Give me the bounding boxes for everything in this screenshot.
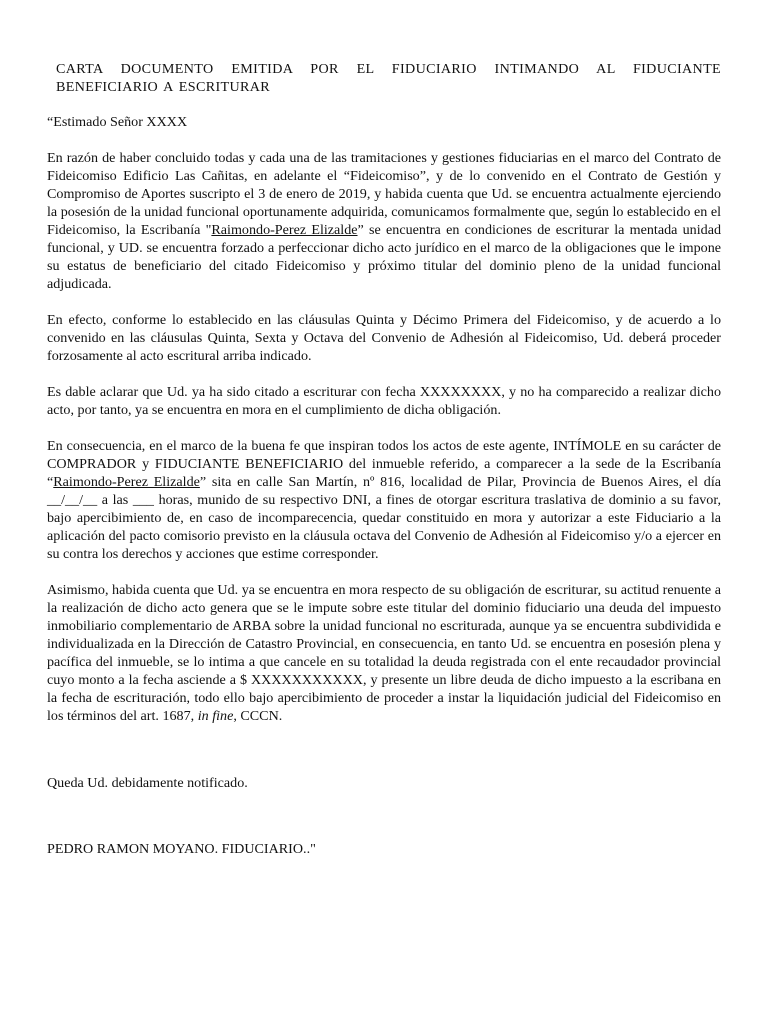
- document-title: [56, 60, 721, 96]
- in-fine-italic: in fine: [197, 708, 234, 724]
- paragraph-4: [47, 437, 721, 563]
- notary-name: Raimondo-Perez Elizalde: [211, 222, 358, 238]
- paragraph-2: En efecto, conforme lo establecido en las cláusulas Quinta y Décimo Primera del Fideicomiso, y de acuerdo a lo convenido en las cláusulas Quinta, Sexta y Octava del Convenio de Adhesión al Fideicomiso, Ud. deberá proceder forzosamente al acto escritural arriba indicado.: [47, 312, 721, 364]
- paragraph-3: Es dable aclarar que Ud. ya ha sido citado a escriturar con fecha XXXXXXXX, y no ha comparecido a realizar dicho acto, por tanto, ya se encuentra en mora en el cumplimiento de dicha obligación.: [47, 384, 721, 418]
- paragraph-1: [47, 149, 721, 293]
- notary-name: Raimondo-Perez Elizalde: [53, 474, 200, 490]
- paragraph-1-text-a: En razón de haber concluido todas y cada una de las tramitaciones y gestiones fiduciarias en el marco del Contrato de Fideicomiso Edificio Las Cañitas, en adelante el “Fideicomiso”, y de lo convenido en el Contrato de Gestión y Compromiso de Aportes suscripto el 3 de enero de 2019, y habida cuenta que Ud. se encuentra actualmente ejerciendo la posesión de la unidad funcional oportunamente adquirida, comunicamos formalmente que, según lo establecido en el Fideicomiso, la Escribanía ": [47, 150, 721, 238]
- title-line-1: CARTA DOCUMENTO EMITIDA POR EL FIDUCIARIO INTIMANDO AL FIDUCIANTE: [56, 61, 721, 77]
- paragraph-4-text-b: ” sita en calle San Martín, nº 816, localidad de Pilar, Provincia de Buenos Aires, el día __/__/__ a las ___ horas, munido de su respectivo DNI, a fines de otorgar escritura traslativa de dominio a su favor, bajo apercibimiento de, en caso de incomparecencia, quedar constituido en mora y autorizar a este Fiduciario a la aplicación del pacto comisorio previsto en la cláusula octava del Convenio de Adhesión al Fideicomiso y/o a ejercer en su contra los derechos y acciones que estime corresponder.: [47, 474, 722, 562]
- paragraph-5-text-a: Asimismo, habida cuenta que Ud. ya se encuentra en mora respecto de su obligación de escriturar, su actitud renuente a la realización de dicho acto genera que se le impute sobre este titular del dominio fiduciario una deuda del impuesto inmobiliario complementario de ARBA sobre la unidad funcional no escriturada, aunque ya se encuentra subdividida e individualizada en la Dirección de Catastro Provincial, en consecuencia, en tanto Ud. se encuentra en posesión plena y pacífica del inmueble, se lo intima a que cancele en su totalidad la deuda registrada con el ente recaudador provincial cuyo monto a la fecha asciende a $ XXXXXXXXXXX, y presente un libre deuda de dicho impuesto a la escribana en la fecha de escrituración, todo ello bajo apercibimiento de proceder a instar la liquidación judicial del Fideicomiso en los términos del art. 1687,: [47, 582, 721, 724]
- signature-line: PEDRO RAMON MOYANO. FIDUCIARIO..": [47, 841, 316, 857]
- paragraph-1-text-b: ” se encuentra en condiciones de escriturar la mentada unidad funcional, y UD. se encuentra forzado a perfeccionar dicho acto jurídico en el marco de la obligaciones que le impone su estatus de beneficiario del citado Fideicomiso y próximo titular del dominio pleno de la unidad funcional adjudicada.: [47, 222, 721, 292]
- greeting: “Estimado Señor XXXX: [47, 114, 188, 130]
- letter-document: [47, 60, 721, 858]
- closing-line: Queda Ud. debidamente notificado.: [47, 775, 248, 791]
- title-line-2: BENEFICIARIO A ESCRITURAR: [56, 79, 270, 95]
- paragraph-5: [47, 581, 721, 725]
- paragraph-5-text-b: , CCCN.: [233, 708, 283, 724]
- paragraph-4-text-a: En consecuencia, en el marco de la buena fe que inspiran todos los actos de este agente, INTÍMOLE en su carácter de COMPRADOR y FIDUCIANTE BENEFICIARIO del inmueble referido, a comparecer a la sede de la Escribanía “: [47, 438, 721, 490]
